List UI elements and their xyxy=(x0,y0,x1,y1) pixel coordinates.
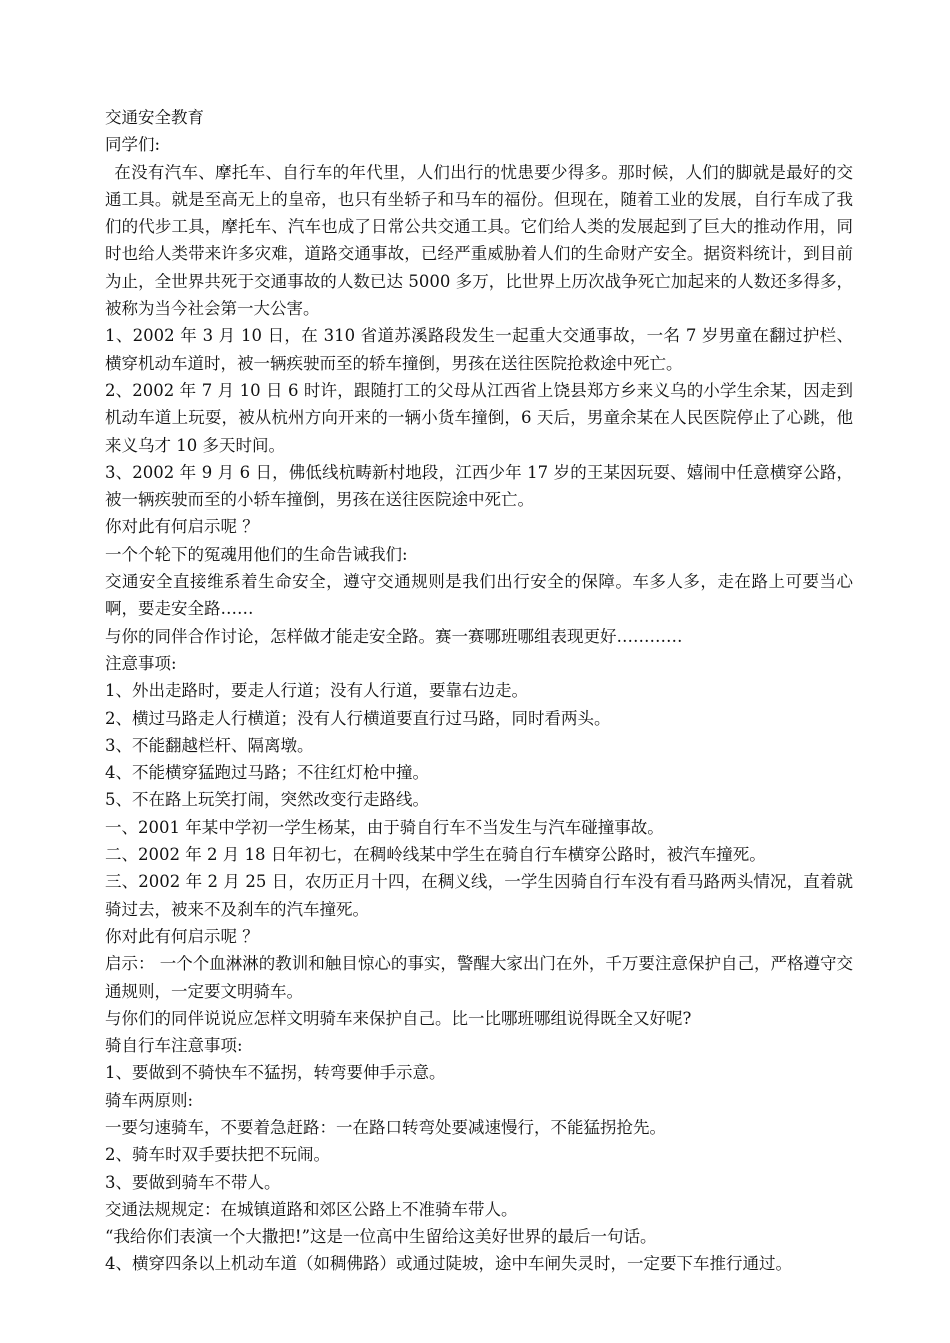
bike-note-1: 1、要做到不骑快车不猛拐，转弯要伸手示意。 xyxy=(105,1063,446,1083)
principles-text: 一要匀速骑车，不要着急赶路：一在路口转弯处要减速慢行，不能猛拐抢先。 xyxy=(105,1117,666,1137)
case-item-2: 2、2002 年 7 月 10 日 6 时许，跟随打工的父母从江西省上饶县郑方乡来义乌的小学生余某，因走到机动车道上玩耍，被从杭州方向开来的一辆小货车撞倒，6 天后，男童余某在人民医院停止了心跳，他来义乌才 10 多天时间。 xyxy=(105,380,853,455)
insight-paragraph: 启示： 一个个血淋淋的教训和触目惊心的事实，警醒大家出门在外，千万要注意保护自己，严格遵守交通规则，一定要文明骑车。 xyxy=(105,954,853,1001)
notes-heading: 注意事项: xyxy=(105,653,177,673)
bike-note-4: 4、横穿四条以上机动车道（如稠佛路）或通过陡坡，途中车闸失灵时，一定要下车推行通过。 xyxy=(105,1254,792,1274)
case-item-3: 3、2002 年 9 月 6 日，佛低线杭畴新村地段，江西少年 17 岁的王某因玩耍、嬉闹中任意横穿公路，被一辆疾驶而至的小轿车撞倒，男孩在送往医院途中死亡。 xyxy=(105,462,853,510)
discussion-1: 与你的同伴合作讨论，怎样做才能走安全路。赛一赛哪班哪组表现更好………… xyxy=(105,626,683,646)
greeting: 同学们: xyxy=(105,135,161,155)
document-title: 交通安全教育 xyxy=(105,108,204,127)
safety-paragraph: 交通安全直接维系着生命安全，遵守交通规则是我们出行安全的保障。车多人多，走在路上可要当心啊，要走安全路…… xyxy=(105,572,853,619)
discussion-2: 与你们的同伴说说应怎样文明骑车来保护自己。比一比哪班哪组说得既全又好呢? xyxy=(105,1008,692,1028)
note-item-4: 4、不能横穿猛跑过马路；不往红灯枪中撞。 xyxy=(105,763,429,783)
warning-line: 一个个轮下的冤魂用他们的生命告诫我们: xyxy=(105,544,408,564)
bike-case-3: 三、2002 年 2 月 25 日，农历正月十四，在稠义线，一学生因骑自行车没有看马路两头情况，直着就骑过去，被来不及刹车的汽车撞死。 xyxy=(105,872,853,919)
principles-heading: 骑车两原则: xyxy=(105,1090,194,1110)
case-item-1: 1、2002 年 3 月 10 日，在 310 省道苏溪路段发生一起重大交通事故，一名 7 岁男童在翻过护栏、横穿机动车道时，被一辆疾驶而至的轿车撞倒，男孩在送往医院抢救途中死亡。 xyxy=(105,326,853,373)
bike-notes-heading: 骑自行车注意事项: xyxy=(105,1036,243,1056)
note-item-5: 5、不在路上玩笑打闹，突然改变行走路线。 xyxy=(105,790,429,810)
intro-paragraph xyxy=(105,159,853,323)
quote-line: “我给你们表演一个大撒把!”这是一位高中生留给这美好世界的最后一句话。 xyxy=(105,1227,657,1247)
document-body xyxy=(105,104,853,1278)
note-item-3: 3、不能翻越栏杆、隔离墩。 xyxy=(105,735,314,755)
bike-case-1: 一、2001 年某中学初一学生杨某，由于骑自行车不当发生与汽车碰撞事故。 xyxy=(105,817,664,837)
question-2: 你对此有何启示呢 ？ xyxy=(105,926,259,946)
bike-note-3: 3、要做到骑车不带人。 xyxy=(105,1172,281,1192)
question-1: 你对此有何启示呢 ？ xyxy=(105,517,259,537)
regulation-line: 交通法规规定：在城镇道路和郊区公路上不准骑车带人。 xyxy=(105,1199,518,1219)
note-item-1: 1、外出走路时，要走人行道；没有人行道，要靠右边走。 xyxy=(105,681,528,701)
intro-text: 在没有汽车、摩托车、自行车的年代里，人们出行的忧患要少得多。那时候，人们的脚就是最好的交通工具。就是至高无上的皇帝，也只有坐轿子和马车的福份。但现在，随着工业的发展，自行车成了我们的代步工具，摩托车、汽车也成了日常公共交通工具。它们给人类的发展起到了巨大的推动作用，同时也给人类带来许多灾难，道路交通事故，已经严重威胁着人们的生命财产安全。据资料统计，到目前为止，全世界共死于交通事故的人数已达 5000 多万，比世界上历次战争死亡加起来的人数还多得多，被称为当今社会第一大公害。 xyxy=(105,162,853,319)
note-item-2: 2、横过马路走人行横道；没有人行横道要直行过马路，同时看两头。 xyxy=(105,708,611,728)
bike-case-2: 二、2002 年 2 月 18 日年初七，在稠岭线某中学生在骑自行车横穿公路时，被汽车撞死。 xyxy=(105,845,766,865)
bike-note-2: 2、骑车时双手要扶把不玩闹。 xyxy=(105,1145,330,1165)
